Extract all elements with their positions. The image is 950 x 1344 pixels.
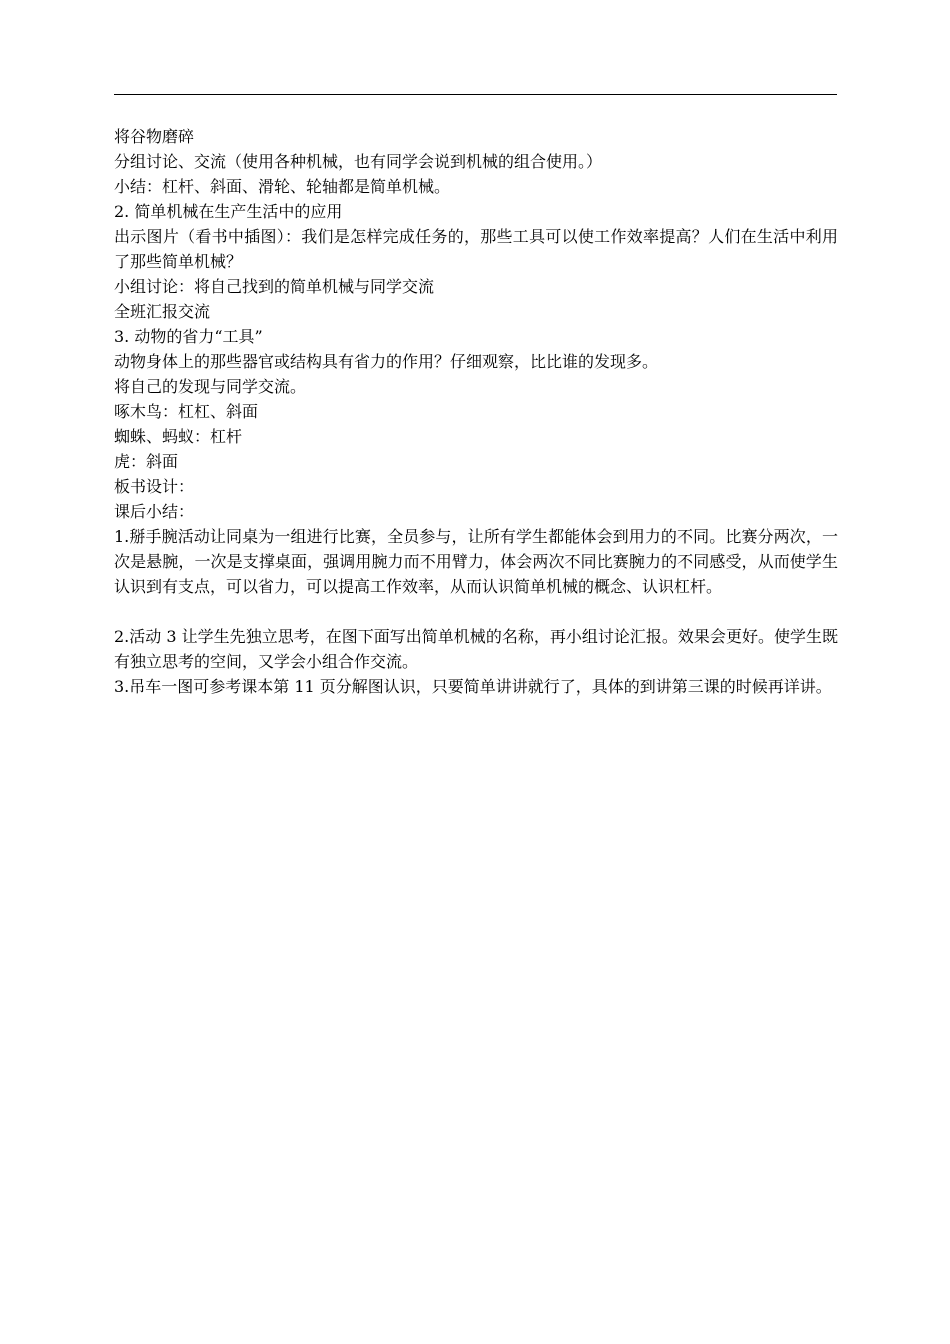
- text-line: 虎：斜面: [114, 452, 179, 471]
- text-line: 板书设计：: [114, 477, 195, 496]
- text-paragraph: 2.活动 3 让学生先独立思考，在图下面写出简单机械的名称，再小组讨论汇报。效果会更好。使学生既有独立思考的空间，又学会小组合作交流。: [114, 627, 838, 671]
- text-line: 小组讨论：将自己找到的简单机械与同学交流: [114, 277, 435, 296]
- section-heading: 2. 简单机械在生产生活中的应用: [114, 202, 343, 221]
- text-line: 全班汇报交流: [114, 302, 211, 321]
- text-line: 课后小结：: [114, 502, 195, 521]
- text-line: 将自己的发现与同学交流。: [114, 377, 307, 396]
- blank-line: [114, 599, 838, 624]
- text-paragraph: 出示图片（看书中插图）：我们是怎样完成任务的，那些工具可以使工作效率提高？人们在生活中利用了那些简单机械？: [114, 227, 838, 271]
- text-line: 分组讨论、交流（使用各种机械，也有同学会说到机械的组合使用。）: [114, 152, 603, 171]
- text-line: 将谷物磨碎: [114, 127, 195, 146]
- text-line: 动物身体上的那些器官或结构具有省力的作用？仔细观察，比比谁的发现多。: [114, 352, 659, 371]
- document-body: [114, 124, 838, 699]
- header-rule: [114, 94, 837, 95]
- text-paragraph: 3.吊车一图可参考课本第 11 页分解图认识，只要简单讲讲就行了，具体的到讲第三课的时候再详讲。: [114, 677, 832, 696]
- text-line: 蜘蛛、蚂蚁：杠杆: [114, 427, 243, 446]
- text-paragraph: 1.掰手腕活动让同桌为一组进行比赛，全员参与，让所有学生都能体会到用力的不同。比赛分两次，一次是悬腕，一次是支撑桌面，强调用腕力而不用臂力，体会两次不同比赛腕力的不同感受，从而使学生认识到有支点，可以省力，可以提高工作效率，从而认识简单机械的概念、认识杠杆。: [114, 527, 838, 596]
- text-line: 啄木鸟：杠杠、斜面: [114, 402, 259, 421]
- text-line: 小结：杠杆、斜面、滑轮、轮轴都是简单机械。: [114, 177, 451, 196]
- section-heading: 3. 动物的省力“工具”: [114, 327, 263, 346]
